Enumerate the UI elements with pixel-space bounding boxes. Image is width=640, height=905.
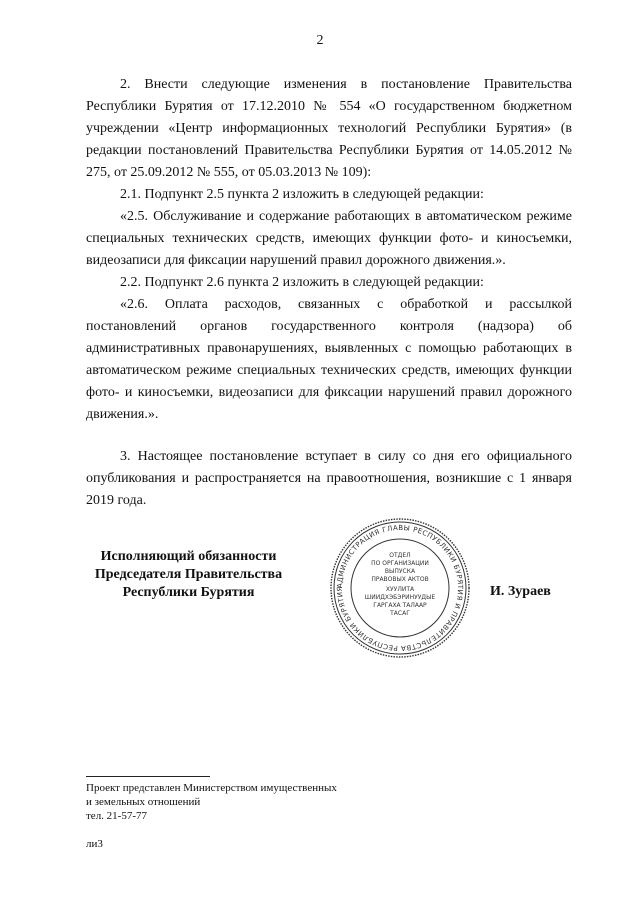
- seal-text-line: ОТДЕЛ: [389, 552, 411, 559]
- seal-text-line: ШИИДХЭБЭРИНУУДЫЕ: [364, 594, 436, 601]
- official-seal-stamp: [329, 517, 471, 659]
- signatory-title-line: Председателя Правительства: [94, 567, 283, 582]
- paragraph-subitem-2-1: 2.1. Подпункт 2.5 пункта 2 изложить в следующей редакции:: [120, 187, 484, 202]
- document-body: [86, 74, 572, 512]
- seal-text-line: ВЫПУСКА: [384, 568, 416, 575]
- seal-outer-text: АДМИНИСТРАЦИЯ ГЛАВЫ РЕСПУБЛИКИ БУРЯТИЯ И ПРАВИТЕЛЬСТВА РЕСПУБЛИКИ БУРЯТИЯ: [335, 523, 465, 653]
- page-number: 2: [316, 33, 324, 48]
- seal-text-line: ПРАВОВЫХ АКТОВ: [371, 576, 429, 583]
- paragraph-item-3: 3. Настоящее постановление вступает в силу со дня его официального опубликования и распространяется на правоотношения, возникшие с 1 января 2019 года.: [86, 449, 572, 508]
- footnote-line: и земельных отношений: [86, 796, 201, 808]
- document-code: ли3: [86, 838, 103, 850]
- paragraph-quote-2-6: «2.6. Оплата расходов, связанных с обработкой и рассылкой постановлений органов государственного контроля (надзора) об административных правонарушениях, выявленных с помощью работающих в автоматическом режиме специальных технических средств, имеющих функции фото- и киносъемки, видеозаписи для фиксации нарушений правил дорожного движения.».: [86, 297, 572, 422]
- signatory-title-line: Исполняющий обязанности: [100, 549, 277, 564]
- seal-text-line: ГАРГАХА ТАЛААР: [373, 602, 427, 609]
- signatory-title: [86, 548, 291, 602]
- seal-text-line: ХУУЛИТА: [385, 586, 415, 593]
- signatory-name: И. Зураев: [490, 584, 551, 599]
- footnote-line: тел. 21-57-77: [86, 810, 148, 822]
- signatory-title-line: Республики Бурятия: [122, 585, 255, 600]
- footnote-divider: [86, 776, 210, 777]
- seal-text-line: ТАСАГ: [390, 610, 410, 617]
- paragraph-quote-2-5: «2.5. Обслуживание и содержание работающих в автоматическом режиме специальных технических средств, имеющих функции фото- и киносъемки, видеозаписи для фиксации нарушений правил дорожного движения.».: [86, 209, 572, 268]
- footnote-line: Проект представлен Министерством имущественных: [86, 782, 337, 794]
- paragraph-subitem-2-2: 2.2. Подпункт 2.6 пункта 2 изложить в следующей редакции:: [120, 275, 484, 290]
- footnote: [86, 781, 337, 823]
- paragraph-item-2: 2. Внести следующие изменения в постановление Правительства Республики Бурятия от 17.12.2010 № 554 «О государственном бюджетном учреждении «Центр информационных технологий Республики Бурятия» (в редакции постановлений Правительства Республики Бурятия от 14.05.2012 № 275, от 25.09.2012 № 555, от 05.03.2013 № 109):: [86, 77, 572, 180]
- seal-text-line: ПО ОРГАНИЗАЦИИ: [371, 560, 429, 567]
